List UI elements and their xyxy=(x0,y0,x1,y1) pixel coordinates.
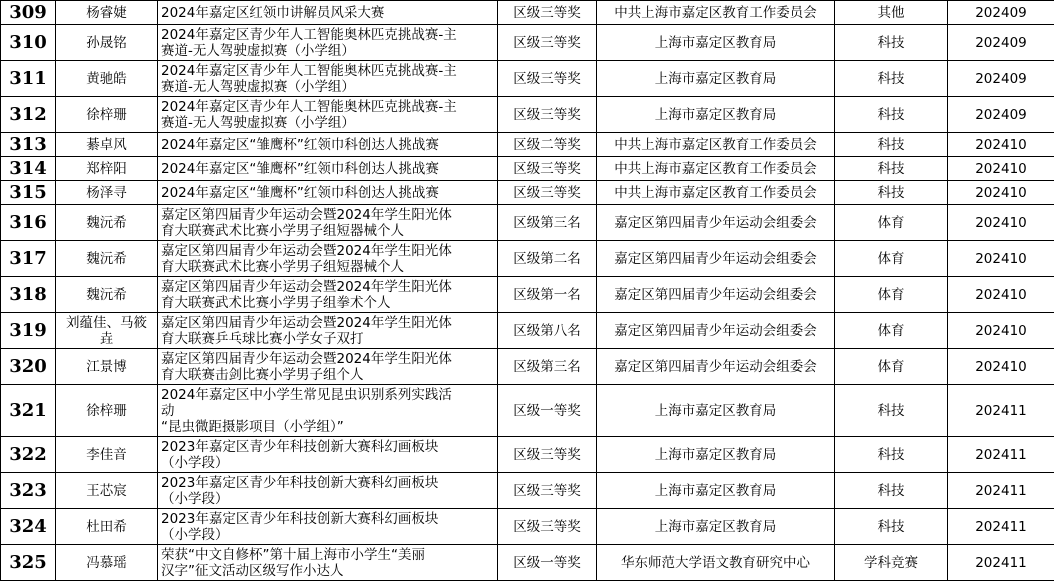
event-name: 嘉定区第四届青少年运动会暨2024年学生阳光体 育大联赛乒乓球比赛小学女子双打 xyxy=(158,313,498,349)
event-name: 荣获“中文自修杯”第十届上海市小学生“美丽 汉字”征文活动区级写作小达人 xyxy=(158,545,498,581)
organizer: 嘉定区第四届青少年运动会组委会 xyxy=(597,205,835,241)
award-date: 202411 xyxy=(948,437,1054,473)
row-number: 316 xyxy=(1,205,56,241)
event-name: 2024年嘉定区“雏鹰杯”红领巾科创达人挑战赛 xyxy=(158,157,498,181)
table-row xyxy=(1,473,1054,509)
award-date: 202409 xyxy=(948,97,1054,133)
category: 体育 xyxy=(835,277,948,313)
organizer: 嘉定区第四届青少年运动会组委会 xyxy=(597,313,835,349)
award-level: 区级三等奖 xyxy=(498,181,597,205)
student-name: 徐梓珊 xyxy=(56,97,158,133)
organizer: 上海市嘉定区教育局 xyxy=(597,385,835,437)
award-level: 区级三等奖 xyxy=(498,1,597,25)
category: 学科竞赛 xyxy=(835,545,948,581)
category: 科技 xyxy=(835,61,948,97)
award-level: 区级第三名 xyxy=(498,349,597,385)
student-name: 魏沅希 xyxy=(56,277,158,313)
organizer: 中共上海市嘉定区教育工作委员会 xyxy=(597,157,835,181)
row-number: 310 xyxy=(1,25,56,61)
award-date: 202410 xyxy=(948,313,1054,349)
table-row xyxy=(1,205,1054,241)
row-number: 318 xyxy=(1,277,56,313)
student-name: 刘蕴佳、马筱 垚 xyxy=(56,313,158,349)
category: 科技 xyxy=(835,157,948,181)
row-number: 314 xyxy=(1,157,56,181)
student-name: 郑梓阳 xyxy=(56,157,158,181)
row-number: 320 xyxy=(1,349,56,385)
student-name: 李佳音 xyxy=(56,437,158,473)
row-number: 321 xyxy=(1,385,56,437)
student-name: 孙晟铭 xyxy=(56,25,158,61)
row-number: 317 xyxy=(1,241,56,277)
student-name: 杨泽寻 xyxy=(56,181,158,205)
organizer: 上海市嘉定区教育局 xyxy=(597,61,835,97)
row-number: 324 xyxy=(1,509,56,545)
event-name: 2023年嘉定区青少年科技创新大赛科幻画板块 （小学段） xyxy=(158,473,498,509)
table-row xyxy=(1,509,1054,545)
award-level: 区级第二名 xyxy=(498,241,597,277)
award-level: 区级第八名 xyxy=(498,313,597,349)
row-number: 311 xyxy=(1,61,56,97)
event-name: 嘉定区第四届青少年运动会暨2024年学生阳光体 育大联赛武术比赛小学男子组短器械个人 xyxy=(158,241,498,277)
award-date: 202410 xyxy=(948,157,1054,181)
event-name: 嘉定区第四届青少年运动会暨2024年学生阳光体 育大联赛武术比赛小学男子组短器械个人 xyxy=(158,205,498,241)
table-row xyxy=(1,313,1054,349)
award-level: 区级第一名 xyxy=(498,277,597,313)
category: 科技 xyxy=(835,25,948,61)
award-level: 区级一等奖 xyxy=(498,385,597,437)
category: 其他 xyxy=(835,1,948,25)
student-name: 綦卓风 xyxy=(56,133,158,157)
award-date: 202411 xyxy=(948,473,1054,509)
organizer: 华东师范大学语文教育研究中心 xyxy=(597,545,835,581)
organizer: 嘉定区第四届青少年运动会组委会 xyxy=(597,241,835,277)
category: 科技 xyxy=(835,181,948,205)
event-name: 2024年嘉定区“雏鹰杯”红领巾科创达人挑战赛 xyxy=(158,181,498,205)
award-level: 区级三等奖 xyxy=(498,157,597,181)
table-row xyxy=(1,545,1054,581)
table-row xyxy=(1,97,1054,133)
table-row xyxy=(1,349,1054,385)
award-level: 区级一等奖 xyxy=(498,545,597,581)
organizer: 中共上海市嘉定区教育工作委员会 xyxy=(597,181,835,205)
award-level: 区级三等奖 xyxy=(498,437,597,473)
organizer: 中共上海市嘉定区教育工作委员会 xyxy=(597,133,835,157)
event-name: 2024年嘉定区中小学生常见昆虫识别系列实践活 动 “昆虫微距摄影项目（小学组）” xyxy=(158,385,498,437)
event-name: 2024年嘉定区“雏鹰杯”红领巾科创达人挑战赛 xyxy=(158,133,498,157)
table-row xyxy=(1,61,1054,97)
row-number: 322 xyxy=(1,437,56,473)
award-level: 区级二等奖 xyxy=(498,133,597,157)
table-row xyxy=(1,1,1054,25)
organizer: 上海市嘉定区教育局 xyxy=(597,97,835,133)
row-number: 309 xyxy=(1,1,56,25)
award-date: 202410 xyxy=(948,241,1054,277)
row-number: 323 xyxy=(1,473,56,509)
table-row xyxy=(1,25,1054,61)
organizer: 嘉定区第四届青少年运动会组委会 xyxy=(597,349,835,385)
award-date: 202411 xyxy=(948,385,1054,437)
student-name: 王芯宸 xyxy=(56,473,158,509)
category: 科技 xyxy=(835,385,948,437)
student-name: 徐梓珊 xyxy=(56,385,158,437)
award-level: 区级三等奖 xyxy=(498,473,597,509)
award-level: 区级第三名 xyxy=(498,205,597,241)
student-name: 魏沅希 xyxy=(56,205,158,241)
student-name: 杜田希 xyxy=(56,509,158,545)
organizer: 嘉定区第四届青少年运动会组委会 xyxy=(597,277,835,313)
award-date: 202409 xyxy=(948,61,1054,97)
award-date: 202411 xyxy=(948,509,1054,545)
row-number: 319 xyxy=(1,313,56,349)
student-name: 杨睿婕 xyxy=(56,1,158,25)
award-date: 202410 xyxy=(948,205,1054,241)
category: 科技 xyxy=(835,437,948,473)
award-date: 202409 xyxy=(948,25,1054,61)
row-number: 325 xyxy=(1,545,56,581)
category: 体育 xyxy=(835,241,948,277)
award-date: 202411 xyxy=(948,545,1054,581)
table-row xyxy=(1,133,1054,157)
category: 体育 xyxy=(835,349,948,385)
category: 体育 xyxy=(835,205,948,241)
row-number: 313 xyxy=(1,133,56,157)
category: 科技 xyxy=(835,97,948,133)
category: 科技 xyxy=(835,509,948,545)
student-name: 江景博 xyxy=(56,349,158,385)
organizer: 上海市嘉定区教育局 xyxy=(597,509,835,545)
table-row xyxy=(1,437,1054,473)
award-date: 202410 xyxy=(948,181,1054,205)
award-level: 区级三等奖 xyxy=(498,61,597,97)
row-number: 312 xyxy=(1,97,56,133)
table-row xyxy=(1,277,1054,313)
category: 体育 xyxy=(835,313,948,349)
award-level: 区级三等奖 xyxy=(498,25,597,61)
table-row xyxy=(1,157,1054,181)
category: 科技 xyxy=(835,133,948,157)
table-row xyxy=(1,241,1054,277)
student-name: 黄驰皓 xyxy=(56,61,158,97)
award-date: 202410 xyxy=(948,349,1054,385)
organizer: 上海市嘉定区教育局 xyxy=(597,437,835,473)
table-row xyxy=(1,181,1054,205)
organizer: 上海市嘉定区教育局 xyxy=(597,25,835,61)
event-name: 2024年嘉定区青少年人工智能奥林匹克挑战赛-主 赛道-无人驾驶虚拟赛（小学组） xyxy=(158,25,498,61)
award-level: 区级三等奖 xyxy=(498,509,597,545)
event-name: 2024年嘉定区青少年人工智能奥林匹克挑战赛-主 赛道-无人驾驶虚拟赛（小学组） xyxy=(158,97,498,133)
event-name: 嘉定区第四届青少年运动会暨2024年学生阳光体 育大联赛武术比赛小学男子组拳术个人 xyxy=(158,277,498,313)
table-row xyxy=(1,385,1054,437)
event-name: 嘉定区第四届青少年运动会暨2024年学生阳光体 育大联赛击剑比赛小学男子组个人 xyxy=(158,349,498,385)
award-date: 202410 xyxy=(948,133,1054,157)
student-name: 冯慕瑶 xyxy=(56,545,158,581)
award-date: 202410 xyxy=(948,277,1054,313)
row-number: 315 xyxy=(1,181,56,205)
award-date: 202409 xyxy=(948,1,1054,25)
category: 科技 xyxy=(835,473,948,509)
event-name: 2023年嘉定区青少年科技创新大赛科幻画板块 （小学段） xyxy=(158,509,498,545)
event-name: 2024年嘉定区红领巾讲解员风采大赛 xyxy=(158,1,498,25)
organizer: 上海市嘉定区教育局 xyxy=(597,473,835,509)
student-name: 魏沅希 xyxy=(56,241,158,277)
event-name: 2023年嘉定区青少年科技创新大赛科幻画板块 （小学段） xyxy=(158,437,498,473)
award-level: 区级三等奖 xyxy=(498,97,597,133)
organizer: 中共上海市嘉定区教育工作委员会 xyxy=(597,1,835,25)
event-name: 2024年嘉定区青少年人工智能奥林匹克挑战赛-主 赛道-无人驾驶虚拟赛（小学组） xyxy=(158,61,498,97)
